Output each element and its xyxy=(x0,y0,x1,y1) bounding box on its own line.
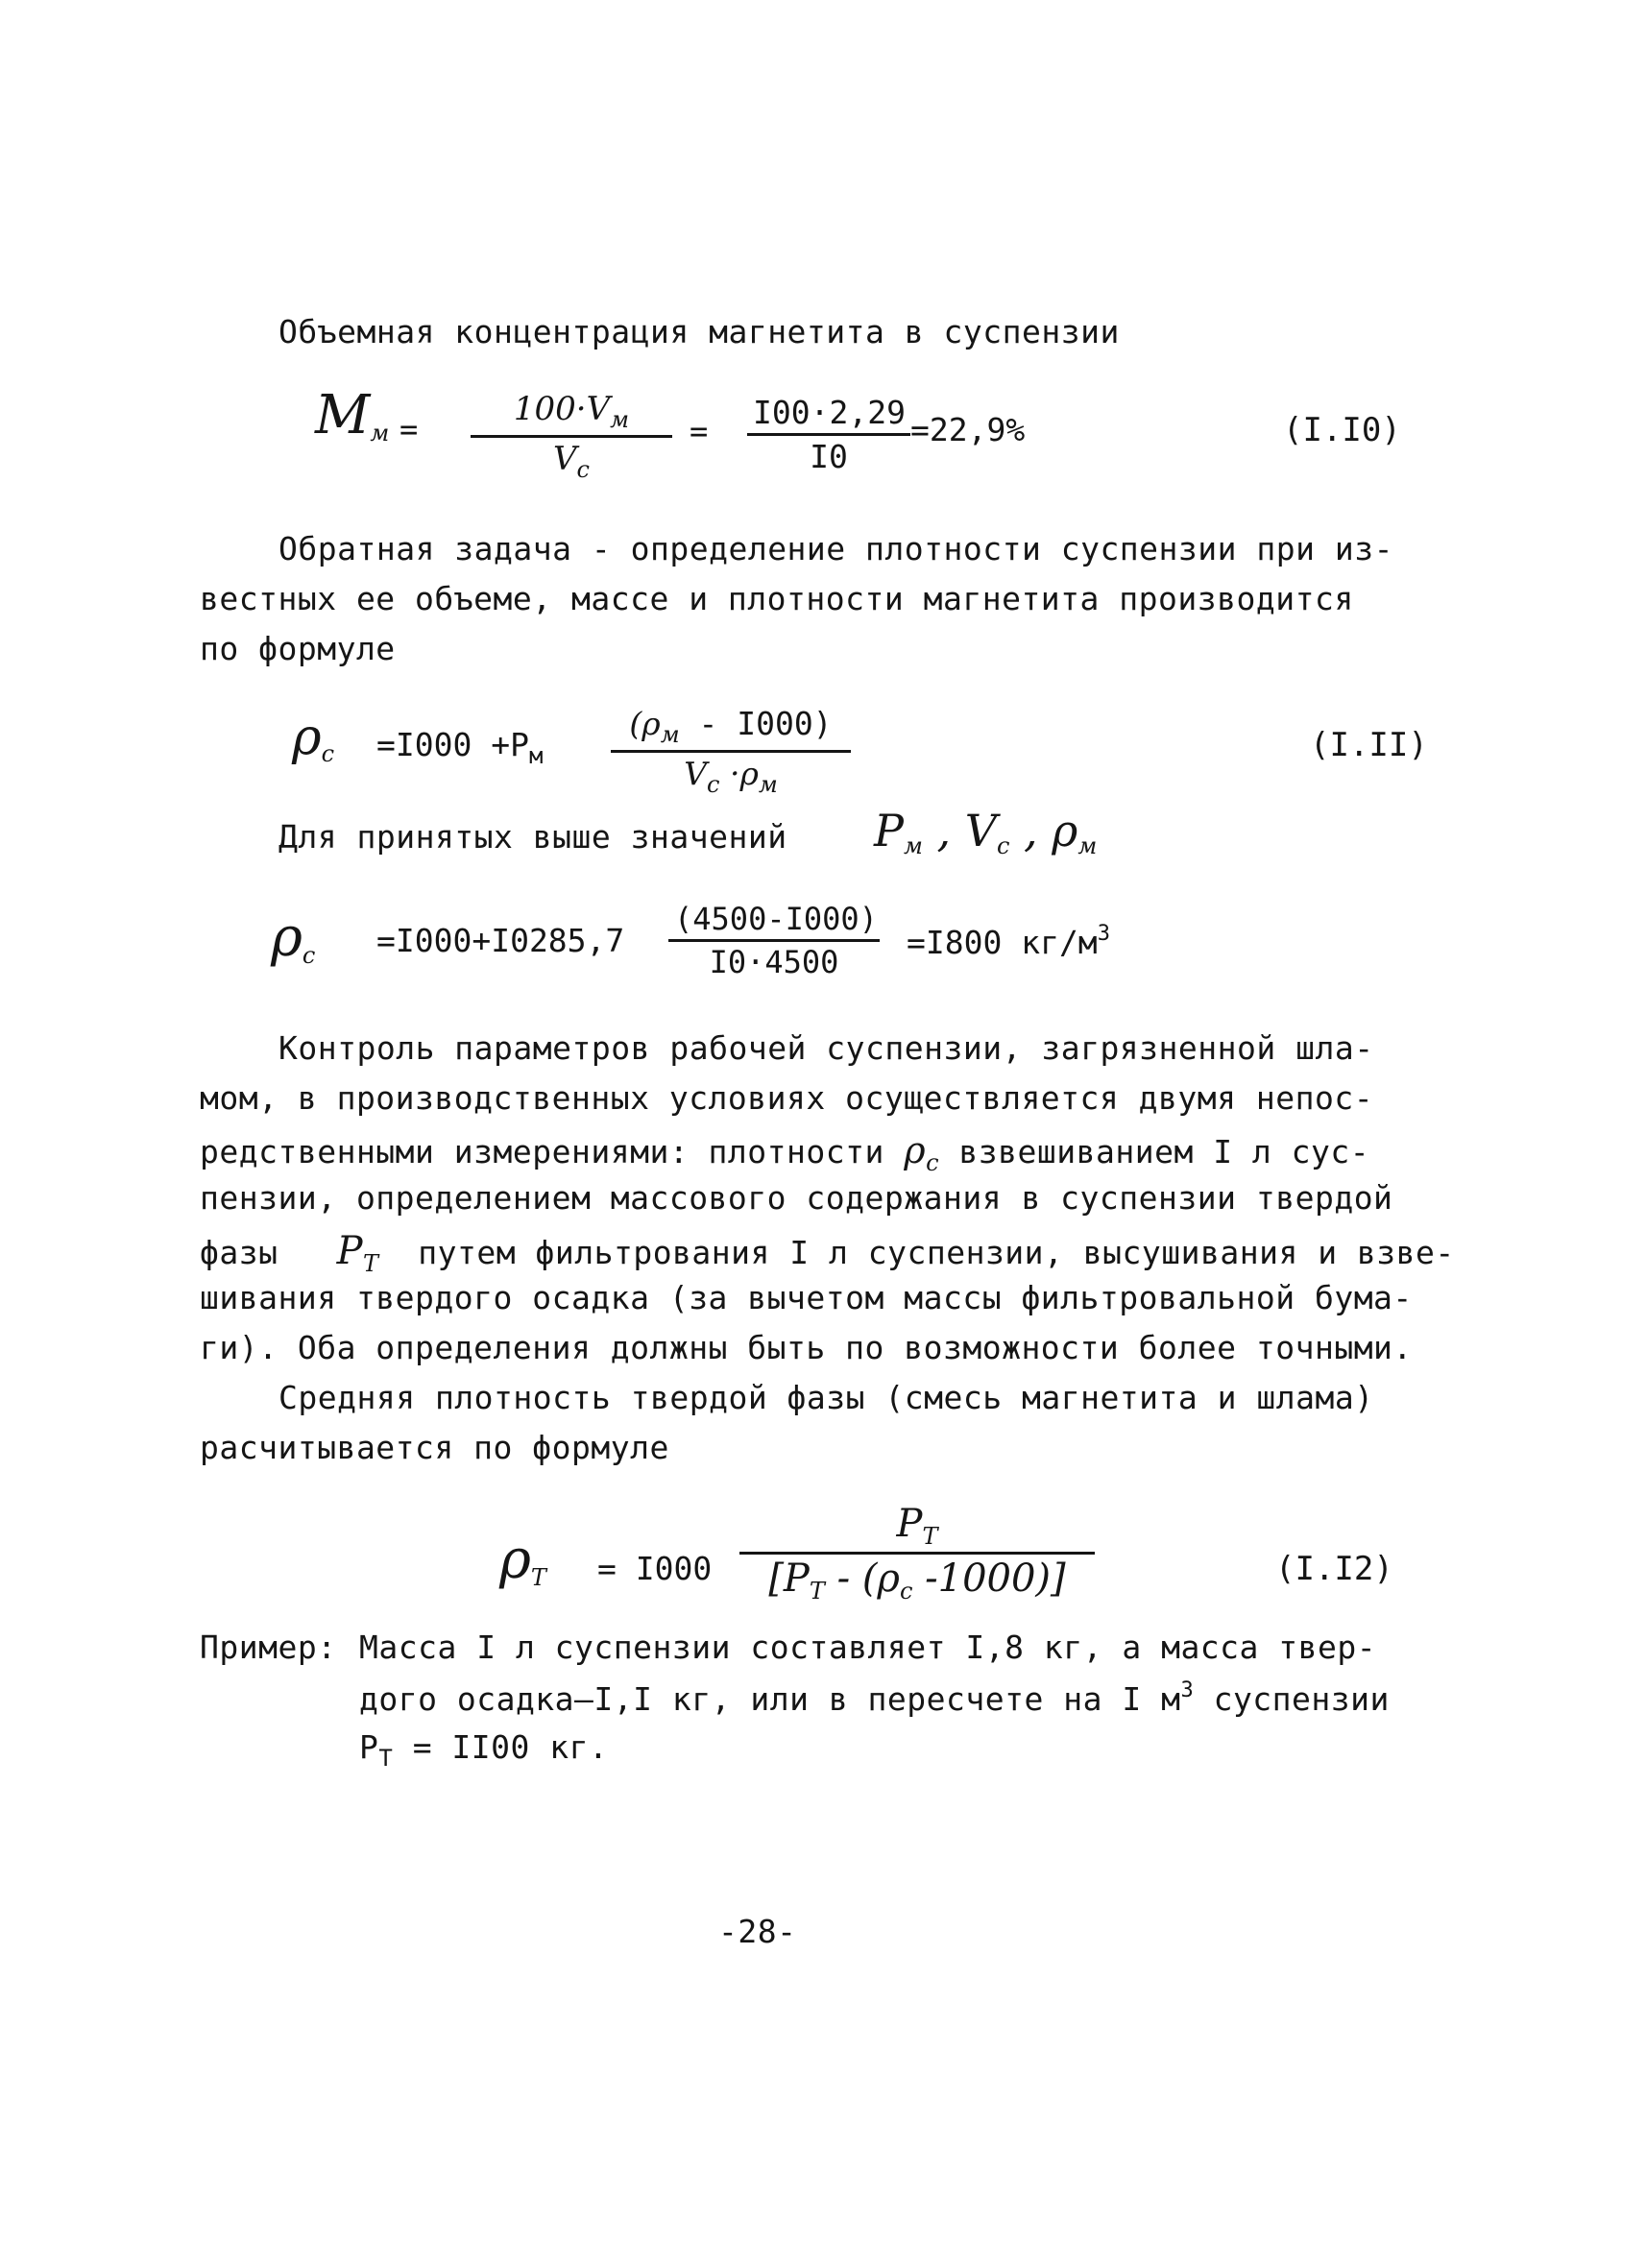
example-eq-fraction: $\frac{(4500-I000)}{I0\cdot 4500}$ xyxy=(668,901,880,980)
eq111-fraction: $(\rho_м - I000)$ $V_c \cdot\rho_м$ xyxy=(611,705,851,798)
para2-line-1: Обратная задача - определение плотности суспензии при из- xyxy=(278,530,1393,567)
values-line-symbols: $P_м$ , $V_c$ , $\rho_м$ xyxy=(874,805,1098,859)
eq110-fraction-1: $100\cdot V_м$ $V_c$ xyxy=(471,390,672,483)
eq111-number: (I.II) xyxy=(1310,726,1428,764)
eq110-lhs: $M_м$ xyxy=(315,384,390,446)
para4-line-1: Средняя плотность твердой фазы (смесь магнетита и шлама) xyxy=(278,1379,1374,1416)
values-line-text: Для принятых выше значений xyxy=(278,818,787,856)
example-line-1: Масса I л суспензии составляет I,8 кг, а масса твер- xyxy=(359,1629,1377,1666)
eq110-equals-2: = xyxy=(690,413,709,449)
page-number: -28- xyxy=(718,1913,797,1950)
para4-line-2: расчитывается по формуле xyxy=(200,1429,669,1466)
eq110-equals-1: = xyxy=(399,411,419,447)
example-line-3: $P_T = II00$ кг. xyxy=(359,1728,609,1772)
eq112-number: (I.I2) xyxy=(1275,1550,1393,1588)
inline-pt: $P_T$ xyxy=(336,1229,379,1277)
para2-line-3: по формуле xyxy=(200,630,396,667)
eq112-fraction: $\frac{P_T}{[P_T - (\rho_c -1000)]}$ xyxy=(739,1502,1095,1604)
example-eq-result: =I800 $кг/м^3$ xyxy=(907,922,1110,961)
example-label: Пример: xyxy=(200,1629,337,1666)
example-eq-text: =I000+I0285,7 xyxy=(376,922,625,959)
para3-line-6: шивания твердого осадка (за вычетом массы фильтровальной бума- xyxy=(200,1279,1413,1316)
eq110-number: (I.I0) xyxy=(1283,411,1401,449)
para3-line-5: фазы $P_T$ путем фильтрования I л суспензии, высушивания и взве- xyxy=(200,1229,1455,1277)
intro-text: Объемная концентрация магнетита в суспензии xyxy=(278,313,1120,350)
para2-line-2: вестных ее объеме, массе и плотности магнетита производится xyxy=(200,580,1354,617)
example-eq-lhs: $\rho_c$ xyxy=(271,906,316,969)
eq112-lhs: $\rho_T$ xyxy=(499,1529,546,1591)
para3-line-4: пензии, определением массового содержания в суспензии твердой xyxy=(200,1179,1393,1217)
para3-line-3: редственными измерениями: плотности $\rho_c$ взвешиванием I л сус- xyxy=(200,1129,1370,1176)
eq111-text: $=I000 +P_м$ xyxy=(376,726,544,769)
eq112-text: = I000 xyxy=(597,1550,713,1587)
para3-line-1: Контроль параметров рабочей суспензии, загрязненной шла- xyxy=(278,1029,1374,1067)
example-line-2: дого осадка—I,I кг, или в пересчете на I $м^3$ суспензии xyxy=(359,1678,1390,1718)
eq111-lhs: $\rho_c$ xyxy=(292,709,335,767)
para3-line-7: ги). Оба определения должны быть по возможности более точными. xyxy=(200,1329,1413,1366)
para3-line-2: мом, в производственных условиях осуществляется двумя непос- xyxy=(200,1079,1374,1117)
eq110-result: =22,9% xyxy=(910,411,1026,448)
inline-rho-c: $\rho_c$ xyxy=(904,1129,940,1176)
eq110-fraction-2: $\frac{I00\cdot 2,29}{I0}$ xyxy=(747,394,910,475)
